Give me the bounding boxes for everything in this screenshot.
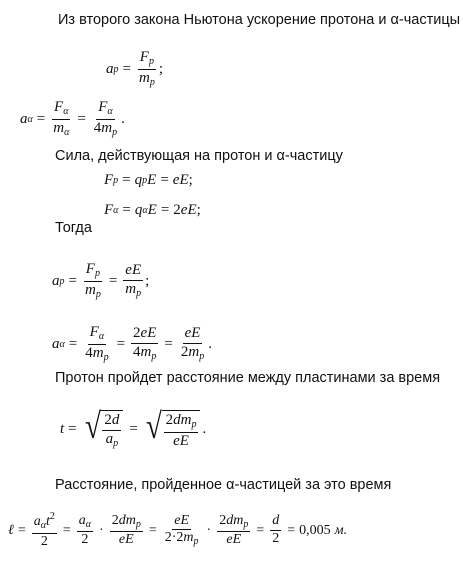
equation-ap-result: a p = $\frac{F_p}{m_p}$ = $\frac{eE}{m_p}$ ; bbox=[52, 261, 150, 300]
text-then: Тогда bbox=[55, 220, 92, 236]
result-value: 0,005 bbox=[299, 522, 331, 538]
equation-distance: ℓ = $\frac{a_\alpha t^2}{2}$ = $\frac{a_\alpha}{2}$ · $\frac{2dm_p}{eE}$ = $\frac{eE}{2\cdot 2m_p}$ · $\frac{2dm_p}{eE}$ = $\frac{d}{2}$ = 0,005 м. bbox=[8, 511, 348, 549]
equation-falpha: F α = q α E = 2 eE ; bbox=[104, 202, 201, 218]
text-force-acting: Сила, действующая на протон и α-частицу bbox=[55, 148, 343, 164]
equation-ap-force: a p = $\frac{F_p}{m_p}$ ; bbox=[106, 49, 163, 88]
result-unit: м. bbox=[334, 522, 348, 538]
equation-fp: F p = q p E = eE ; bbox=[104, 172, 193, 188]
equation-time: t = √ $\frac{2d}{a_p}$ = √ $\frac{2dm_p}{eE}$ . bbox=[60, 406, 207, 449]
equation-aalpha-force: a α = $\frac{F_\alpha}{m_\alpha}$ = $\frac{F_\alpha}{4m_p}$ . bbox=[20, 99, 125, 138]
text-newton-law: Из второго закона Ньютона ускорение протона и α-частицы bbox=[58, 12, 461, 28]
text-alpha-distance: Расстояние, пройденное α-частицей за это время bbox=[55, 477, 392, 493]
equation-aalpha-result: a α = $\frac{F_\alpha}{4m_p}$ = $\frac{2eE}{4m_p}$ = $\frac{eE}{2m_p}$ . bbox=[52, 324, 212, 363]
text-proton-time: Протон пройдет расстояние между пластинами за время bbox=[55, 370, 441, 386]
